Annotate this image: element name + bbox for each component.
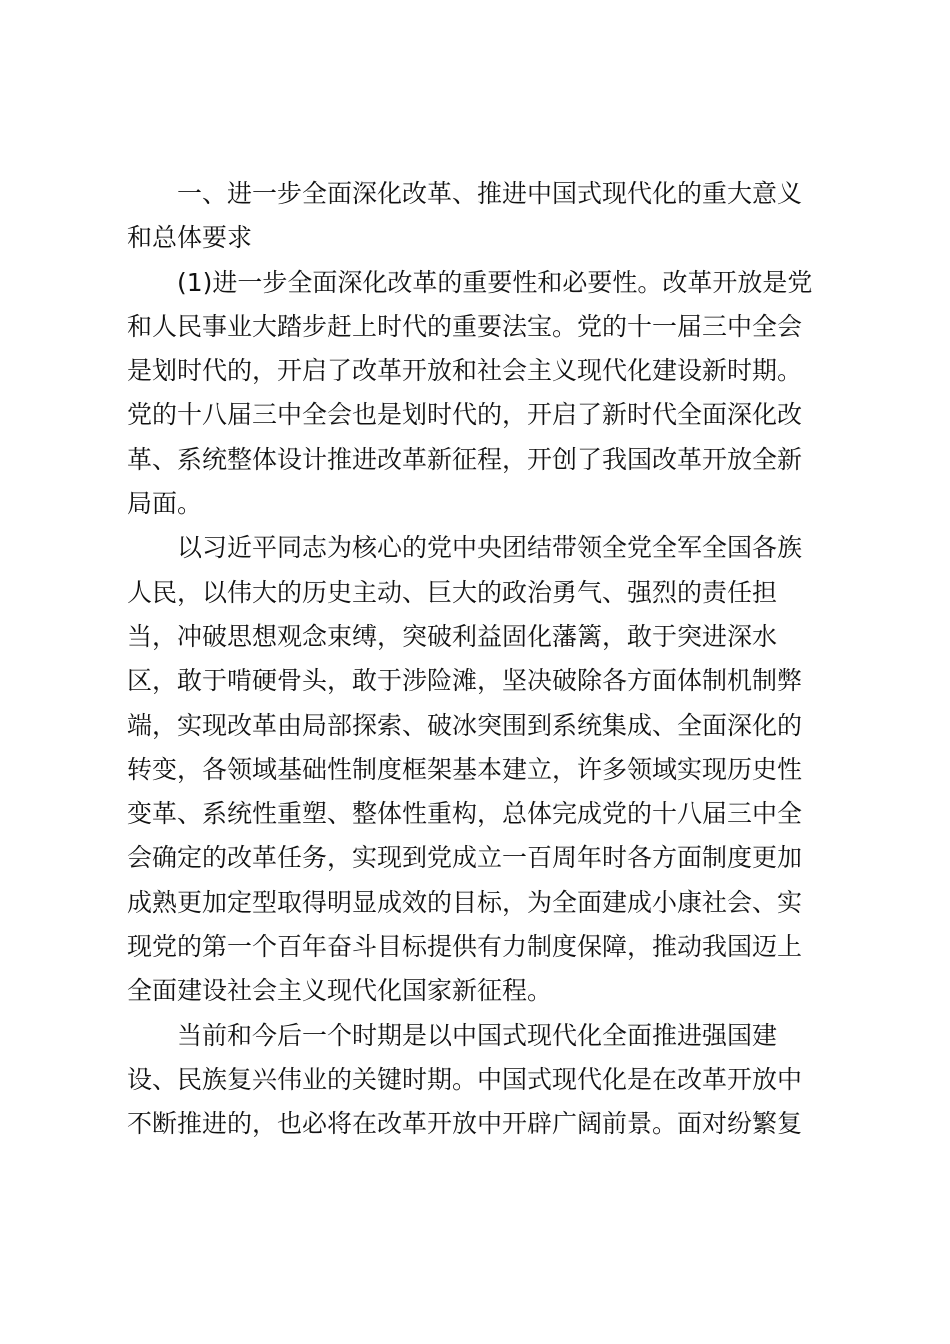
paragraph-line: 端，实现改革由局部探索、破冰突围到系统集成、全面深化的 xyxy=(127,710,803,740)
paragraph-line: 变革、系统性重塑、整体性重构，总体完成党的十八届三中全 xyxy=(127,799,803,829)
heading-line: 一、进一步全面深化改革、推进中国式现代化的重大意义 xyxy=(177,179,803,208)
paragraph-line: (1)进一步全面深化改革的重要性和必要性。改革开放是党 xyxy=(177,267,813,297)
paragraph-line: 全面建设社会主义现代化国家新征程。 xyxy=(127,976,553,1006)
paragraph-3 xyxy=(127,1014,830,1147)
paragraph-line: 和人民事业大踏步赶上时代的重要法宝。党的十一届三中全会 xyxy=(127,311,803,341)
paragraph-line: 革、系统整体设计推进改革新征程，开创了我国改革开放全新 xyxy=(127,444,803,474)
paragraph-line: 现党的第一个百年奋斗目标提供有力制度保障，推动我国迈上 xyxy=(127,932,803,962)
paragraph-line: 当前和今后一个时期是以中国式现代化全面推进强国建 xyxy=(177,1020,778,1050)
paragraph-line: 是划时代的，开启了改革开放和社会主义现代化建设新时期。 xyxy=(127,356,803,386)
paragraph-line: 成熟更加定型取得明显成效的目标，为全面建成小康社会、实 xyxy=(127,887,803,917)
paragraph-line: 局面。 xyxy=(127,489,203,519)
heading-line: 和总体要求 xyxy=(127,223,253,253)
paragraph-line: 区，敢于啃硬骨头，敢于涉险滩，坚决破除各方面体制机制弊 xyxy=(127,666,803,696)
paragraph-1 xyxy=(127,261,830,527)
paragraph-line: 转变，各领域基础性制度框架基本建立，许多领域实现历史性 xyxy=(127,754,803,784)
paragraph-line: 不断推进的，也必将在改革开放中开辟广阔前景。面对纷繁复 xyxy=(127,1109,803,1139)
paragraph-line: 设、民族复兴伟业的关键时期。中国式现代化是在改革开放中 xyxy=(127,1064,803,1094)
section-heading xyxy=(127,172,830,261)
paragraph-line: 当，冲破思想观念束缚，突破利益固化藩篱，敢于突进深水 xyxy=(127,621,778,651)
paragraph-2 xyxy=(127,526,830,1013)
paragraph-line: 会确定的改革任务，实现到党成立一百周年时各方面制度更加 xyxy=(127,843,803,873)
paragraph-line: 人民，以伟大的历史主动、巨大的政治勇气、强烈的责任担 xyxy=(127,577,778,607)
paragraph-line: 以习近平同志为核心的党中央团结带领全党全军全国各族 xyxy=(177,533,803,563)
document-body xyxy=(127,172,830,1147)
paragraph-line: 党的十八届三中全会也是划时代的，开启了新时代全面深化改 xyxy=(127,400,803,430)
